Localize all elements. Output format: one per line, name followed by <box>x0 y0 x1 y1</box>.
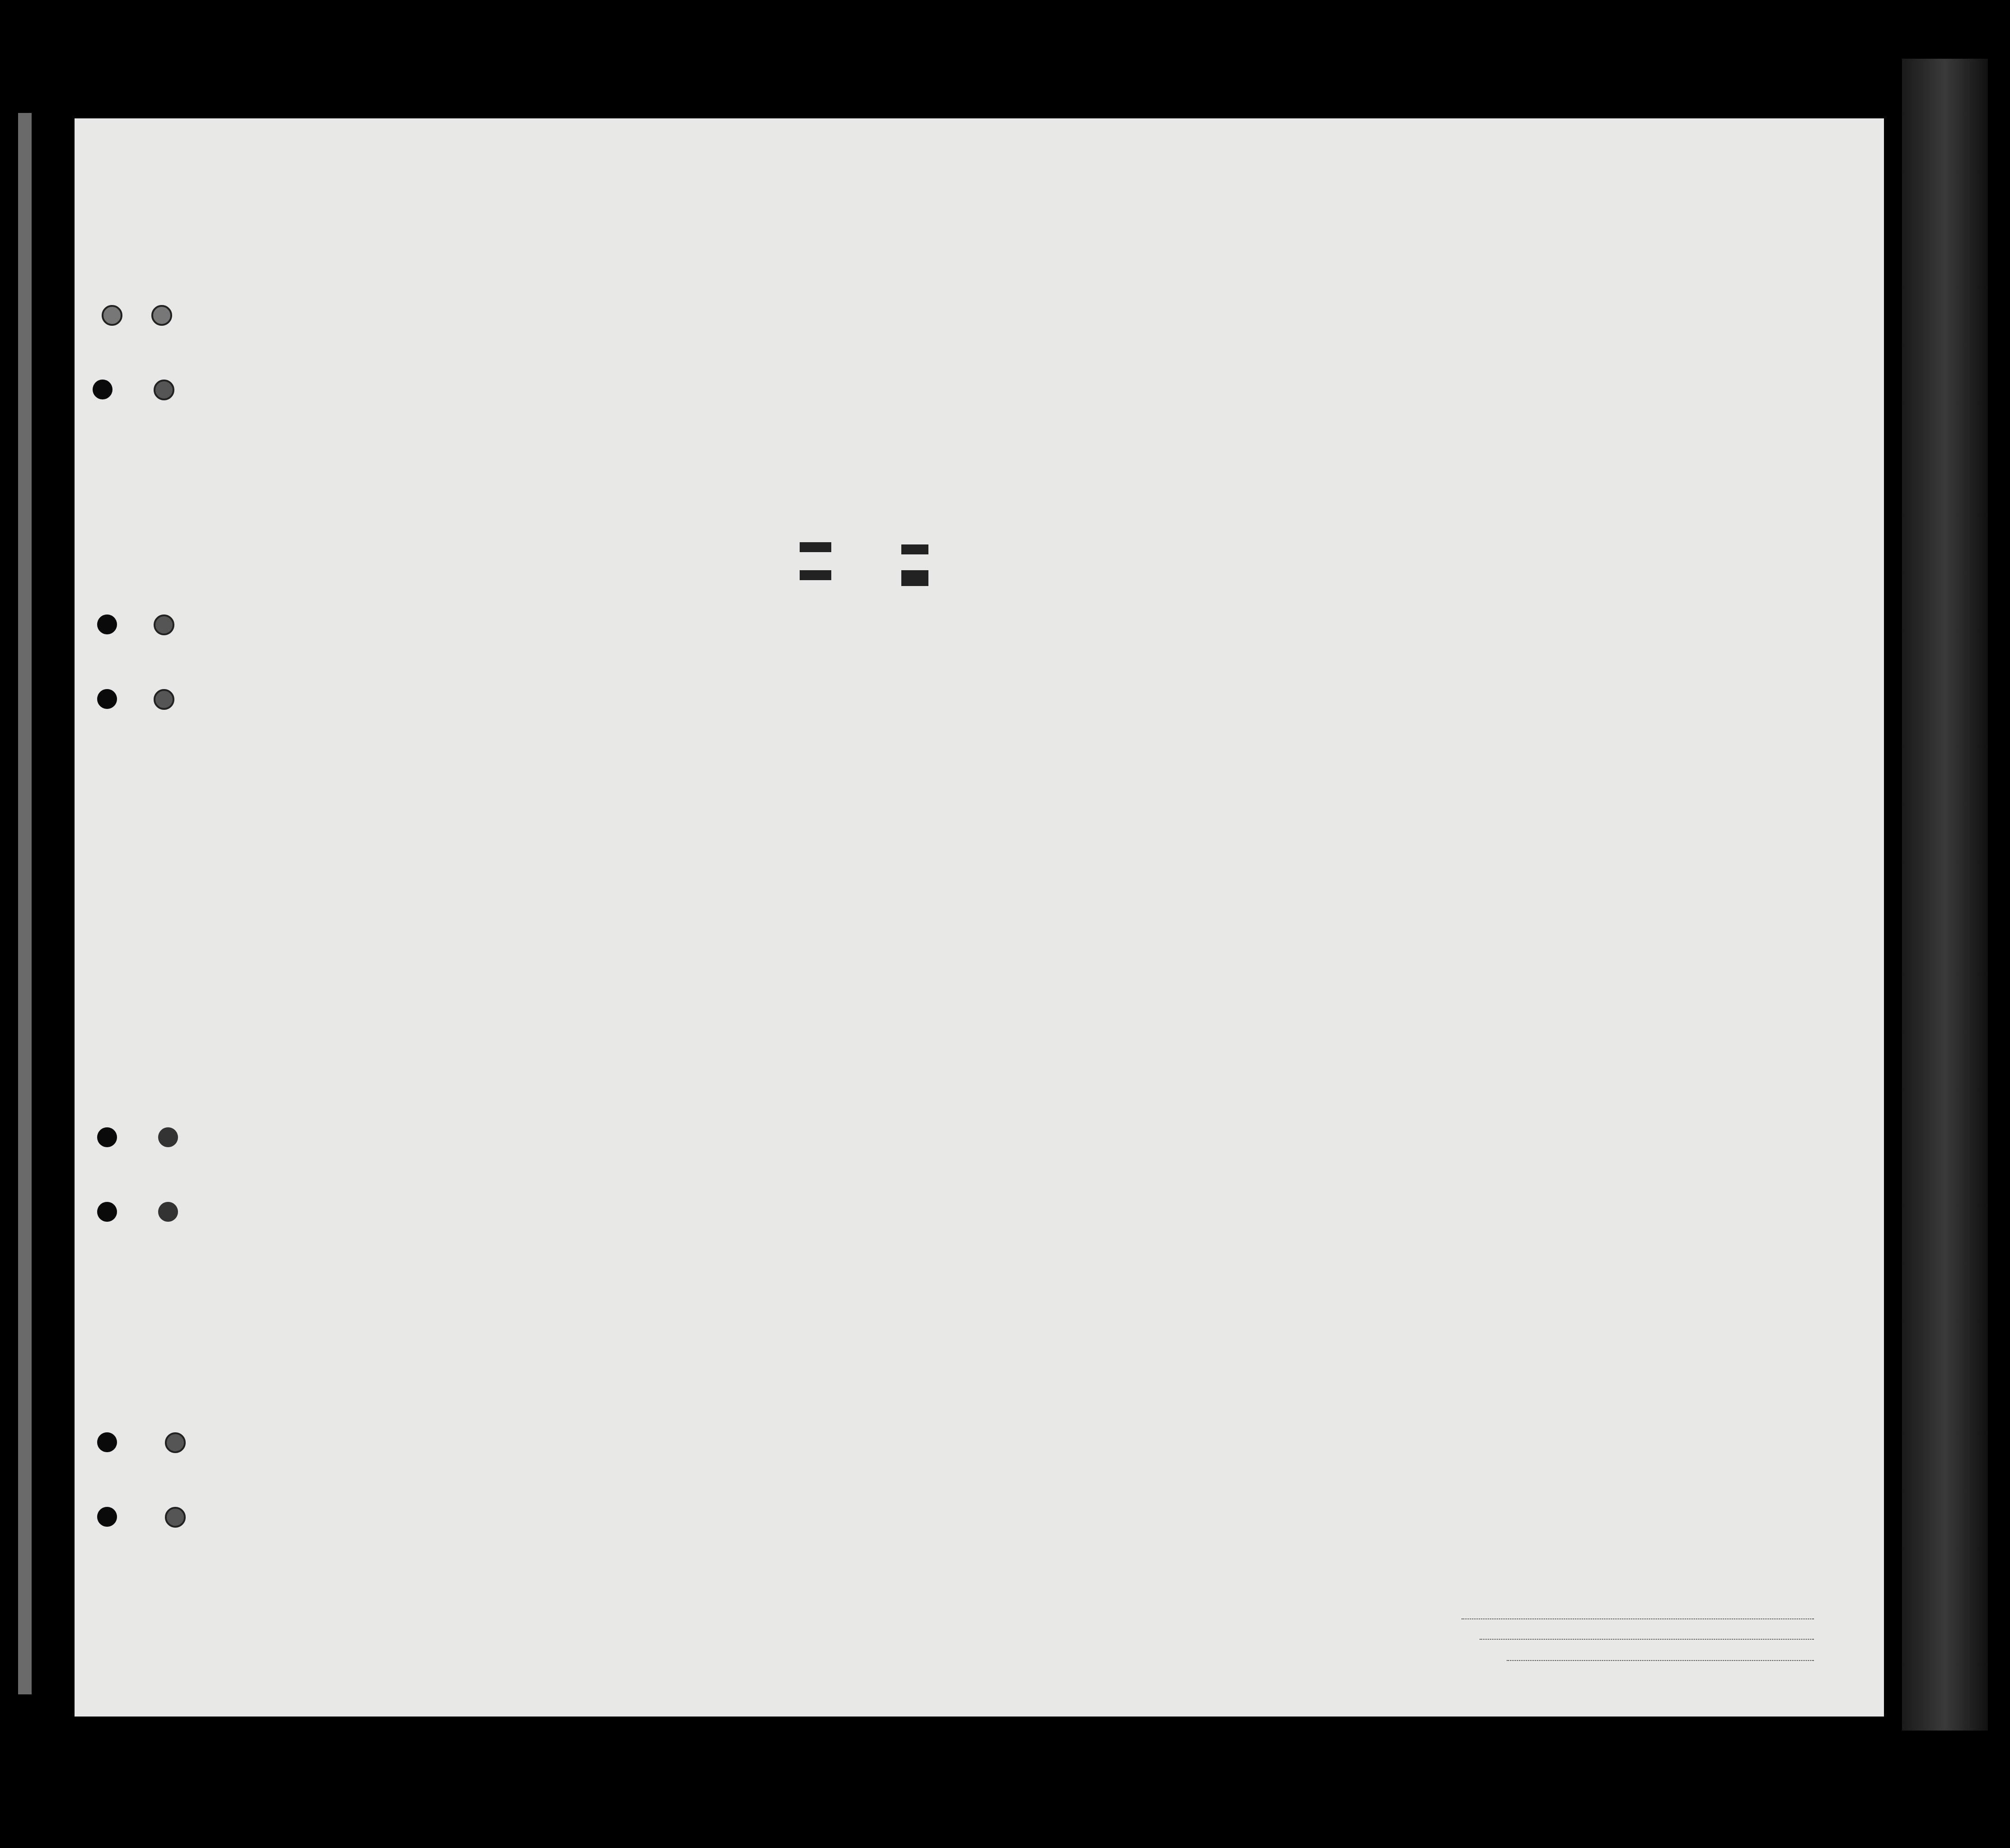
hdr-ticket <box>619 359 642 481</box>
hole-4 <box>97 1127 117 1147</box>
footer-agents-rule <box>1507 1660 1814 1661</box>
r2-strikeout-years <box>800 542 831 552</box>
hdr-v29 <box>1389 359 1421 479</box>
ring-2 <box>154 614 174 635</box>
ring-top-1 <box>102 305 122 326</box>
hdr-feet <box>1577 434 1593 474</box>
ring-3 <box>154 689 174 710</box>
r2-strikeout-years-2 <box>800 570 831 580</box>
footer-line-rule <box>1462 1618 1814 1619</box>
ring-8 <box>165 1432 186 1453</box>
hdr-v24b <box>1186 389 1213 479</box>
hole-2 <box>97 614 117 634</box>
hdr-v26 <box>1294 359 1312 479</box>
ring-1 <box>154 380 174 400</box>
hdr-v30 <box>1424 359 1443 479</box>
hole-8 <box>97 1432 117 1452</box>
r2-strikeout-departure-2 <box>901 570 928 586</box>
hole-1 <box>93 380 112 399</box>
hole-3 <box>97 689 117 709</box>
hdr-v28 <box>1344 359 1376 479</box>
hdr-v27 <box>1317 359 1335 479</box>
footer-owners-rule <box>1480 1639 1814 1640</box>
r2-strikeout-departure <box>901 544 928 554</box>
hdr-v24c <box>1220 389 1247 479</box>
hdr-v24a <box>1154 389 1181 479</box>
hole-6 <box>97 1202 117 1222</box>
hdr-v25 <box>1258 359 1285 479</box>
ring-9 <box>165 1507 186 1528</box>
hdr-v31 <box>1446 359 1464 479</box>
hole-5 <box>158 1127 178 1147</box>
hole-9 <box>97 1507 117 1527</box>
hdr-money <box>736 359 759 481</box>
ring-top-2 <box>151 305 172 326</box>
hdr-inches <box>1596 434 1612 474</box>
list-label <box>1665 156 1674 189</box>
hole-7 <box>158 1202 178 1222</box>
